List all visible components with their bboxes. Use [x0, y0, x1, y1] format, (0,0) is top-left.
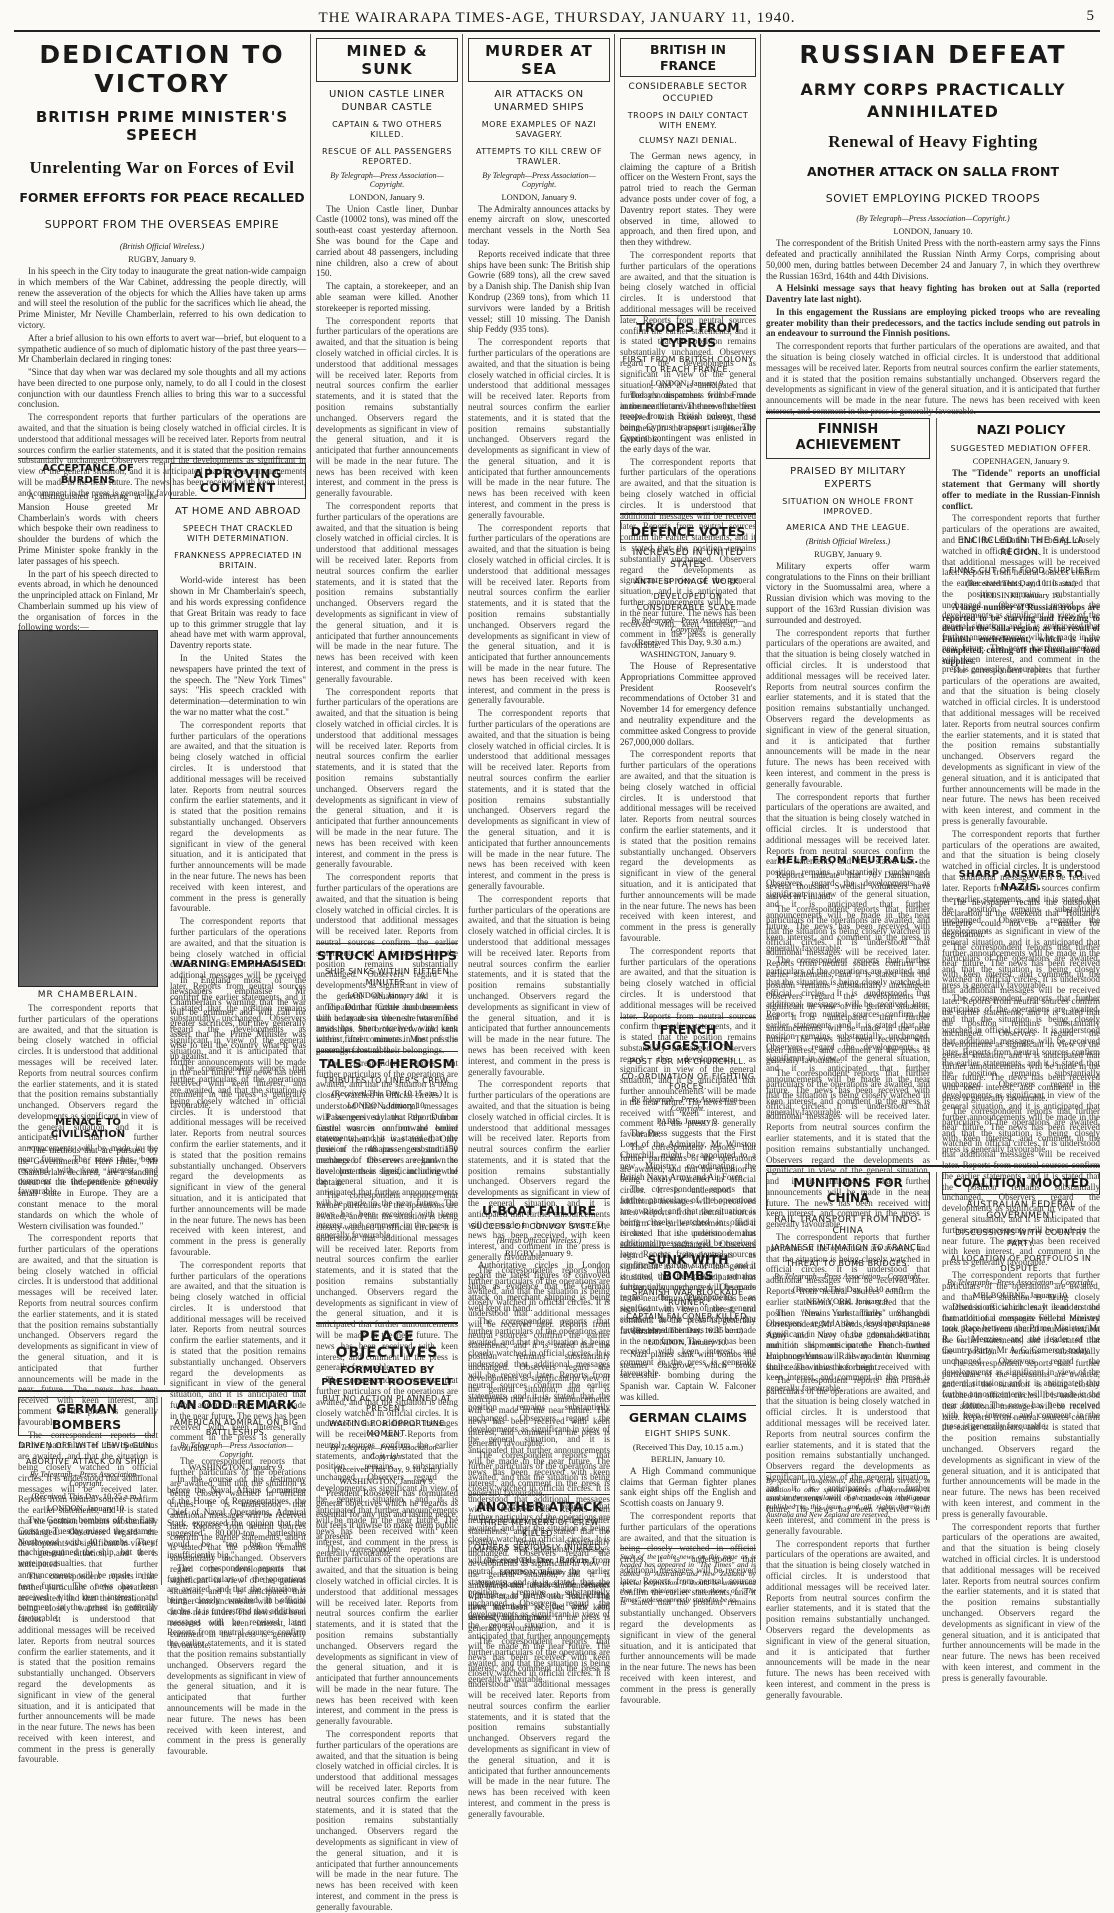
received-time: (Received This Day, 10.15 a.m.) [331, 1087, 443, 1098]
coalition-article [936, 1172, 1100, 1520]
paragraph [167, 1563, 306, 1757]
dateline: WASHINGTON, January 9. [188, 1462, 285, 1473]
subheading: DEVELOPED ON CONSIDERABLE SCALE. [636, 592, 740, 612]
subheading: TROOPS IN DAILY CONTACT WITH ENEMY. [627, 110, 749, 131]
paragraph: Nazi planes attacked the steamer Upminster in the North Sea, killing three members of the crew and seriously injuring two. [468, 1579, 610, 1622]
subheading: ALLOCATION OF PORTFOLIOS IN DISPUTE. [950, 1253, 1092, 1274]
section-title: FINNISH ACHIEVEMENT [795, 422, 901, 454]
dateline: RUGBY, January 9. [128, 253, 196, 264]
subheading: SHIP SINKS WITHIN FIFTEEN MINUTES. [324, 967, 450, 987]
paragraph [316, 501, 458, 685]
column-5-6 [766, 34, 1100, 1629]
subheading: JAPANESE INTIMATION TO FRANCE. [771, 1243, 925, 1253]
paragraph: A Helsinki message says that heavy fighting has broken out at Salla (reported Daventry late last night). [766, 283, 1100, 305]
article-body [18, 1003, 158, 1113]
paragraph: Discussions which may lead to the formation of a composite Federal Ministry took place between the Prime Minister, Mr R. G. Menzies, and the leader of the Country Party, Mr A. G. Cameron, today. [942, 1301, 1100, 1355]
paragraph: The House of Representative Appropriations Committee approved President Roosevelt's recommendations of October 31 and November 14 for emergency defence and neutrality expenditure and the committee asked Congress to provide 267,000,000 dollars. [620, 661, 756, 747]
dateline: LONDON, January 10. [347, 989, 427, 1000]
subheading: CAPTAIN FALCONER KILLED. [626, 1312, 750, 1322]
paragraph [316, 687, 458, 871]
paragraph: In the United States the newspapers have printed the text of the speech. The "New York Times" says: "His speech crackled with determination—determination to win the war no matter what the cost." [170, 653, 306, 718]
dateline: PARIS, January 9. [656, 1116, 720, 1127]
paragraph [942, 1522, 1100, 1684]
coalition-box [942, 1172, 1100, 1195]
paragraph [316, 1544, 458, 1728]
subheading: AMERICAN ADMIRAL ON BIG BATTLESHIPS. [174, 1417, 299, 1437]
paragraph: A distinguished gathering at the Mansion House greeted Mr Chamberlain's words with cheers which bespoke their own readiness to shoulder the burdens of which the Prime Minister spoke frankly in the later passages of his speech. [18, 490, 158, 566]
byline: By Telegraph—Press Association—Copyright. [631, 1095, 745, 1114]
paragraph: "The methods that are pursued by the Government of Herr Hitler," Mr Chamberlain declared, "are a standing threat to the independence of every small State in Europe. They are a constant menace to the moral standards on which the whole of Western civilisation was founded." [18, 1144, 158, 1231]
dateline: RUGBY, January 9. [505, 1247, 573, 1258]
column-1-split [18, 463, 306, 1385]
paragraph: In his speech in the City today to inaugurate the great nation-wide campaign in which members of the War Cabinet, addressing the people directly, will renew the asseveration of the objects for which the Allies have taken up arms and will steel the resolution of the public for the sacrifices which lie ahead, the Prime Minister, Mr Neville Chamberlain, referred to his own dedication to victory. [18, 265, 306, 330]
paragraph: Two German bombers off the East Coast on Tuesday missed the steamer Northwood with 40 bombs. They machine-gunned the ship, but there were no casualties. [18, 1514, 156, 1569]
subheading: CONSIDERABLE SECTOR OCCUPIED [628, 82, 748, 104]
article-body [18, 1515, 155, 1585]
dateline: RUGBY, January 9. [814, 548, 882, 559]
dateline: NEW YORK, January 9. [805, 1295, 891, 1306]
paragraph [18, 1571, 155, 1765]
dateline: WASHINGTON, January 9. [640, 649, 736, 659]
column-1-bottom [18, 1397, 306, 1585]
subheading: SPANISH WAR BLOCKADE RUNNER. [632, 1287, 744, 1308]
dateline: LONDON, January 9. [501, 191, 577, 202]
section-title: SHARP ANSWERS TO NAZIS. [958, 868, 1084, 893]
section-title: PEACE OBJECTIVES [335, 1328, 439, 1361]
received-time: (Received This Day, 10.35 a.m.) [632, 1324, 744, 1335]
subheading: ARMY CORPS PRACTICALLY ANNIHILATED [800, 80, 1066, 121]
paragraph [468, 1316, 610, 1500]
section-title: TALES OF HEROISM [319, 1055, 455, 1071]
column-rule [462, 34, 463, 1630]
article-body [620, 1466, 756, 1544]
article-body [170, 575, 306, 955]
paragraph: A large number of Russian troops are reported to be starving and freezing to death in the Salla region, as the result of Finnish encirclement, which is now completed, cutting off the Russians' food supplies. [942, 601, 1100, 666]
paragraph: The Union Castle liner, Dunbar Castle (10002 tons), was mined off the south-east coast yesterday afternoon. She was bound for the Cape and carried about 48 passengers, including nine children, also a crew of about 150. [316, 203, 458, 279]
paragraph: Nazi planes sank with bombs the steamer Oakgrove, which broke successful bombing during the Spanish war. Captain W. Falconer was killed. [620, 1348, 756, 1403]
german-bombers-article [18, 1397, 155, 1585]
received-time: (Received This Day, 10.15 a.m.) [632, 1441, 744, 1452]
article-body [316, 1488, 458, 1713]
subheading: THREE MEMBERS OF CREW KILLED. [479, 1518, 599, 1538]
paragraph [468, 708, 610, 892]
subheading: MORE EXAMPLES OF NAZI SAVAGERY. [481, 120, 597, 140]
section-title: HELP FROM NEUTRALS. [777, 854, 919, 866]
byline: (By Telegraph—Press Association—Copyright.) [856, 214, 1010, 224]
subheading: ANOTHER ATTACK ON SALLA FRONT [806, 164, 1060, 180]
cable-footnote: Such of the cable news on this page as is headed has appeared in "The Times" and is cabled to Australia and New Zealand by special permission. It should be understood that the opinions are not those of "The Times" unless expressly stated to be so. [620, 1551, 756, 1604]
paragraph: In England most of the newspapers emphasise Mr Chamberlain's warning that the war will be grimmer and will call for greater sacrifices, but they generally assert that the Prime Minister was wise to tell the country what it was up against. [170, 974, 306, 1061]
section-title: U-BOAT FAILURE [481, 1202, 596, 1218]
byline: By Telegraph—Press Association—Copyright. [330, 1442, 444, 1461]
paragraph [468, 523, 610, 707]
article-body [620, 390, 756, 508]
paragraph: World-wide interest has been shown in Mr Chamberlain's speech, and his words expressing confidence that Great Britain was ready to face up to this grimmer struggle that lay ahead have met with warm approval, Daventry reports state. [170, 575, 306, 651]
paragraph [942, 1358, 1100, 1520]
article-body [316, 1001, 458, 1056]
subheading: RESCUE OF ALL PASSENGERS REPORTED. [322, 146, 452, 167]
dateline: LONDON, January 10. [347, 1099, 427, 1110]
section-title: STRUCK AMIDSHIPS [317, 947, 457, 963]
mined-sunk-box [316, 38, 458, 82]
article-body [766, 238, 1100, 406]
approving-comment-box [170, 463, 306, 499]
column-2 [316, 34, 458, 1629]
subheading-pm-speech: BRITISH PRIME MINISTER'S SPEECH [35, 108, 289, 144]
subheading-unrelenting: Unrelenting War on Forces of Evil [29, 158, 295, 177]
dateline: LONDON, January 10. [46, 1502, 127, 1513]
paragraph [468, 337, 610, 521]
subheading: SOVIET EMPLOYING PICKED TROOPS [825, 191, 1041, 205]
section-title: MUNITIONS FOR CHINA [793, 1175, 903, 1205]
paragraph: Authoritative circles in London regard the latest figures of convoyed ships as evidence that the German attack on merchant shipping is being well kept in hand. [468, 1259, 610, 1313]
dateline: WASHINGTON, January 9. [339, 1475, 435, 1486]
dateline: HELSINKI, January 10. [979, 589, 1063, 600]
section-title: COALITION MOOTED [953, 1175, 1089, 1190]
article-body [620, 151, 756, 311]
chamberlain-photo [18, 630, 158, 987]
article-body [620, 1349, 756, 1401]
subheading: AT HOME AND ABROAD [175, 505, 301, 517]
subheading: FIRST FROM BRITISH COLONY TO REACH FRANCE. [622, 355, 754, 375]
paragraph: After a brief allusion to his own efforts to avert war—brief, but eloquent to a sympathetic audience of so much of diplomatic history of the past three years—Mr Chamberlain declared in ringing tones: [18, 332, 306, 365]
paragraph [620, 749, 756, 943]
column-1 [18, 34, 306, 1629]
byline: (British Official Wireless.) [805, 536, 891, 546]
subheading: SITUATION ON WHOLE FRONT IMPROVED. [782, 496, 914, 516]
subheading: WAITING FOR OPPORTUNE MOMENT. [329, 1418, 445, 1439]
article-body [18, 266, 306, 454]
dateline: COPENHAGEN, January 9. [972, 456, 1070, 467]
article-body [620, 1128, 756, 1243]
finnish-achievement-box [766, 418, 930, 459]
received-time: (Received This Day, 10.10 a.m.) [965, 577, 1077, 588]
dateline: MELBOURNE, January 10. [972, 1289, 1070, 1300]
subheading: SPEECH THAT CRACKLED WITH DETERMINATION. [183, 523, 293, 544]
article-body [468, 204, 610, 1194]
section-title: NAZI POLICY [976, 422, 1066, 438]
page-number: 5 [1086, 8, 1094, 24]
paragraph: The Dunbar Castle had been less than a day at sea when she was mined amidships. She broke in two and sank within fifteen minutes. Most of the passengers lost all their belongings. [316, 1001, 458, 1056]
byline: By Telegraph—Press Association—Copyright. [330, 170, 444, 189]
received-time: (Received This Day, 10.10 a.m.) [792, 1283, 904, 1294]
paragraph: The correspondent of the British United Press with the north-eastern army says the Finns defeated and practically annihilated the Russian Ninth Army Corps, comprising about 50,000 men, during battles between December 24 and January 7, in which they overthrew the Russian 163rd, 164th and 44th Divisions. [766, 238, 1100, 281]
byline: By Telegraph—Press Association—Copyright. [774, 1271, 922, 1281]
article-body [18, 1145, 158, 1385]
section-title: APPROVING COMMENT [193, 466, 283, 495]
nazi-policy-article [936, 418, 1100, 1160]
subheading: ATTEMPTS TO KILL CREW OF TRAWLER. [475, 146, 603, 167]
right-split [766, 418, 1100, 1160]
headline-dedication: DEDICATION TO VICTORY [39, 40, 285, 98]
paragraph: The captain, a storekeeper, and an able seaman were killed. Another storekeeper is reported missing. [316, 281, 458, 313]
subheading-former-efforts: FORMER EFFORTS FOR PEACE RECALLED [19, 190, 305, 205]
paragraph: The German news agency, in claiming the capture of a British officer on the Western Front, says the patrol tried to reach the German advance posts under cover of fog, a Daventry report states. They were observed in time, allowed to approach, and then fired upon, and then they withdrew. [620, 150, 756, 248]
paragraph: In this engagement the Russians are employing picked troops who are revealing greater mobility than their predecessors, and the tactics include sending out patrols in an endeavour to surround the Finnish positions. [766, 306, 1100, 339]
byline: By Telegraph—Press Association—Copyright. [482, 170, 596, 189]
subheading: FINNS CUT OFF FOOD SUPPLIES. [949, 565, 1093, 575]
photo-caption: MR CHAMBERLAIN. [37, 989, 139, 1000]
paragraph: Passengers say that the Dunbar Castle was in an outward bound convoy when she was mined. Only three of the 48 passengers and 150 members of the crew are known to have lost their lives, including the captain. [316, 1111, 458, 1187]
subheading: DRIVEN OFF WITH LEWIS GUN. [18, 1441, 155, 1451]
paragraph: Reports received indicate that three ships have been sunk: The British ship Gowrie (689 tons), all the crew saved by a Danish ship. The Danish ship Ivan Kondrup (2369 tons), from which 11 survivors were landed by a British vessel; still 10 missing. The Danish ship Feddy (935 tons). [468, 248, 610, 335]
subheading: SUCCESS OF CONVOY SYSTEM. [470, 1222, 608, 1232]
article-body [942, 665, 1100, 865]
dateline: BERLIN, January 10. [650, 1453, 726, 1464]
subheading-overseas: SUPPORT FROM THE OVERSEAS EMPIRE [44, 217, 280, 231]
dateline: LONDON, January 10. [499, 1567, 579, 1578]
headline-russian-defeat: RUSSIAN DEFEAT [799, 40, 1067, 69]
article-body [620, 661, 756, 1013]
paragraph [170, 720, 306, 914]
article-body [170, 975, 306, 1367]
section-title: ACCEPTANCE OF BURDENS [42, 462, 134, 487]
subheading: AMERICA AND THE LEAGUE. [786, 523, 910, 533]
section-title: MENACE TO CIVILISATION [50, 1116, 126, 1141]
munitions-article [766, 1172, 930, 1520]
column-rule [614, 34, 615, 1630]
subheading: POST FOR MR CHURCHILL. [629, 1057, 747, 1067]
paragraph: The "New York Times" Shanghai correspondent, Mr Abends, says the Japanese Army and Navy have demanded that munition shipments on the French-owned Haiphong-Yunnan Railway into Kunming shall cease within the fortnight. [766, 1307, 930, 1372]
divider [620, 1405, 756, 1406]
section-title: BRITISH IN FRANCE [650, 42, 726, 73]
article-body [942, 468, 1100, 530]
paragraph [468, 894, 610, 1078]
article-body [18, 490, 158, 633]
murder-at-sea-box [468, 38, 610, 82]
byline: By Telegraph—Press Association—Copyright. [631, 616, 745, 634]
subheading: OTHERS SERIOUSLY INJURED. [474, 1542, 604, 1552]
section-title: GERMAN BOMBERS [51, 1400, 122, 1432]
paragraph [766, 1539, 930, 1701]
column-1a [18, 463, 158, 1385]
paragraph: "Since that day when war was declared my sole thoughts and all my actions have been directed to one purpose only, namely, to do all I could in the closest conjunction with our dauntless French allies to bring this war to a successful conclusion. [18, 367, 306, 410]
subheading: TRIBUTES TO LINER'S CREW. [323, 1075, 451, 1085]
article-body [942, 1302, 1100, 1502]
section-title: AN ODD REMARK [176, 1396, 297, 1412]
subheading: ENCIRCLED IN THE SALLA REGION. [957, 536, 1085, 558]
british-france-box [620, 38, 756, 77]
dateline: LONDON, January 10. [893, 226, 973, 237]
subheading: FRANKNESS APPRECIATED IN BRITAIN. [174, 550, 302, 571]
received-time: (Received This Day, 10.10 a.m.) [483, 1555, 595, 1566]
section-title: FRENCH SUGGESTION [642, 1022, 734, 1053]
paragraph [170, 1063, 306, 1257]
paragraph [620, 1511, 756, 1705]
reuters-note: By special arrangements, Reuter's world service, in addition to other special sources of information, is used in the compilation of the overseas intelligence published in this issue, and all rights therein in Australia and New Zealand are reserved. [766, 1475, 930, 1520]
section-title: MINED & SUNK [346, 42, 428, 78]
byline: By Telegraph—Press Association—Copyright. [179, 1441, 294, 1460]
section-title: ANOTHER ATTACK [476, 1498, 602, 1514]
received-time: (Received This Day, 9.30 a.m.) [635, 637, 741, 647]
subheading: SUGGESTED MEDIATION OFFER. [950, 443, 1092, 453]
paragraph: Today's dispatches from France announce the arrival there of the first troops from a British colony, these being Cyprus transport units. The Cypriot contingent was enlisted in the early days of the war. [620, 389, 756, 454]
byline: (British Official Wireless.) [496, 1235, 582, 1245]
subheading: AIR ATTACKS ON UNARMED SHIPS [493, 89, 585, 113]
column-rule [760, 34, 761, 1630]
paragraph: President Roosevelt has formulated general objectives which he regards as essential for any just and lasting peace, but feels it unwise to make them public at present. [316, 1487, 458, 1541]
subheading: ANTI-ESPIONAGE WORK. [634, 576, 742, 586]
section-title: SUNK WITH BOMBS [647, 1252, 729, 1284]
paragraph [942, 942, 1100, 1104]
paragraph: Reports indicate that 70 Danish and several thousand Swedish volunteers have arrived in Finland. [766, 869, 930, 902]
received-time: (Received This Day, 9.10 a.m.) [334, 1463, 440, 1474]
dateline: LONDON, January 9. [349, 191, 425, 202]
subheading: RAIL TRANSPORT FROM INDO-CHINA [774, 1214, 922, 1237]
masthead-title: THE WAIRARAPA TIMES-AGE, THURSDAY, JANUARY 11, 1940. [318, 9, 796, 26]
dateline: LONDON, January 10. [648, 1336, 728, 1347]
paragraph [766, 628, 930, 790]
section-title: TROOPS FROM CYPRUS [636, 319, 740, 351]
received-time: (Received This Day, 10.35 a.m.) [31, 1490, 142, 1501]
column-rule [310, 34, 311, 1630]
column-3 [468, 34, 610, 1629]
article-body [766, 561, 930, 851]
paragraph [766, 341, 1100, 417]
dateline: LONDON, January 9. [650, 377, 726, 388]
column-4 [620, 34, 756, 1629]
paragraph: The Press suggests that the First Lord of the Admiralty, Mr Winston Churchill, might be appointed to a new Ministry co-ordinating the British Navy, Army and Air Force. [620, 1128, 756, 1182]
subheading: PRAISED BY MILITARY EXPERTS [790, 465, 906, 490]
article-body [468, 1260, 610, 1490]
subheading: THREAT TO BOMB BRIDGES. [785, 1258, 911, 1268]
subheading: CO-ORDINATION OF FIGHTING FORCES. [621, 1071, 755, 1092]
paragraph: In the part of his speech directed to events abroad, in which he denounced the unprincipled attack on Finland, Mr Chamberlain summed up his view of the organisation of forces in the following words:— [18, 568, 158, 633]
section-title: DEFENCE VOTES [630, 523, 746, 539]
subheading: DISCUSSIONS WITH COUNTRY PARTY. [955, 1228, 1087, 1248]
subheading: EIGHT SHIPS SUNK. [644, 1429, 732, 1439]
subheading: CAPTAIN & TWO OTHERS KILLED. [332, 120, 442, 140]
paragraph: The newspaper recalls the outspoken declaration at the weekend that "Holland's integrity could not be a matter for negotiation." [942, 896, 1100, 940]
paragraph: The "Tidende" reports an unofficial statement that Germany will shortly offer to mediate in the Russian-Finnish conflict. [942, 468, 1100, 511]
byline: By Telegraph—Press Association—Copyright. [29, 1469, 144, 1488]
column-1b [164, 463, 306, 1385]
subheading: BUT NO ACTION PLANNED AT PRESENT. [322, 1393, 452, 1414]
article-body [316, 204, 458, 939]
masthead [14, 6, 1100, 32]
section-title: MURDER AT SEA [485, 42, 593, 78]
subheading: INCREASED IN UNITED STATES [632, 548, 744, 571]
paragraph: The Admiralty announces attacks by enemy aircraft on slow, unescorted merchant vessels in the North Sea today. [468, 203, 610, 246]
munitions-box [766, 1172, 930, 1210]
paragraph [316, 1729, 458, 1913]
section-title: GERMAN CLAIMS [628, 1409, 748, 1425]
paragraph [316, 316, 458, 500]
right-bottom [766, 1172, 1100, 1520]
paragraph: A High Command communique claims that German fighter planes sank eight ships off the English and Scottish coasts on January 9. [620, 1465, 756, 1509]
article-body [316, 1112, 458, 1317]
odd-remark-article [161, 1397, 306, 1585]
subheading: CLUMSY NAZI DENIAL. [638, 136, 738, 146]
paragraph: In the course of his testimony before the Naval Affairs Committee of the House of Representatives, the Chief of Naval Operations, Admiral Stark, expressed the opinion that the suggested 80,000-ton battleships would be "too big, or the insufficiently big." [167, 1474, 306, 1560]
article-body [942, 601, 1100, 666]
subheading: Renewal of Heavy Fighting [828, 132, 1038, 152]
german-bombers-box [18, 1397, 155, 1436]
section-title: WARNING EMPHASISED [172, 959, 304, 971]
subheading: AUSTRALIAN FEDERAL GOVERNMENT [966, 1199, 1076, 1222]
finnish-achievement-article [766, 418, 930, 1160]
paragraph: Military experts offer warm congratulations to the Finns on their brilliant victory in the Suomussalmi area, where a Russian division which was moving to the support of the 163rd Russian division was surrounded and destroyed. [766, 560, 930, 625]
paragraph [942, 665, 1100, 827]
subheading: UNION CASTLE LINER DUNBAR CASTLE [329, 89, 445, 113]
article-body [766, 870, 930, 1160]
subheading: FORMULATED BY PRESIDENT ROOSEVELT [321, 1364, 453, 1389]
byline: (British Official Wireless.) [119, 241, 205, 251]
byline: By Telegraph—Press Association—Copyright. [947, 1277, 1095, 1287]
article-body [167, 1474, 306, 1564]
article-body [766, 1308, 930, 1468]
paragraph [766, 904, 930, 1066]
subheading: ABORTIVE ATTACK ON SHIP. [25, 1456, 148, 1466]
